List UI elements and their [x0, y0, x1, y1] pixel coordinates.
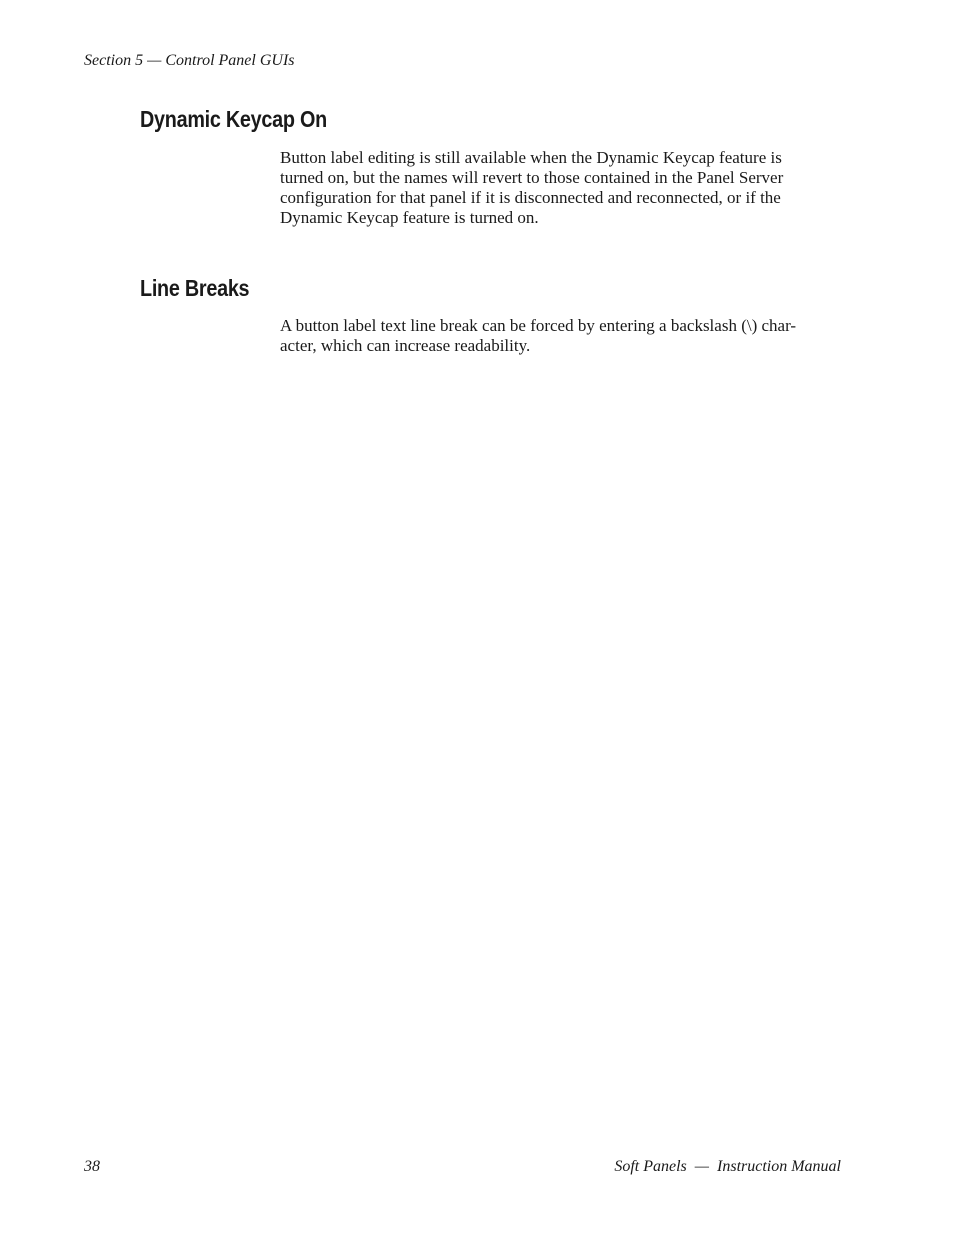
section-heading-line-breaks: Line Breaks [140, 275, 250, 301]
running-header: Section 5 — Control Panel GUIs [84, 52, 295, 69]
running-footer: Soft Panels — Instruction Manual [614, 1158, 841, 1175]
page-number: 38 [84, 1158, 100, 1175]
dynamic-keycap-paragraph [280, 148, 783, 228]
section-heading-dynamic-keycap-on: Dynamic Keycap On [140, 106, 327, 132]
paragraph-line: acter, which can increase readability. [280, 336, 531, 355]
paragraph-line: Button label editing is still available when the Dynamic Keycap feature is [280, 148, 782, 167]
paragraph-line: configuration for that panel if it is disconnected and reconnected, or if the [280, 188, 781, 207]
paragraph-line: A button label text line break can be forced by entering a backslash (\) char- [280, 316, 797, 335]
paragraph-line: Dynamic Keycap feature is turned on. [280, 208, 539, 227]
paragraph-line: turned on, but the names will revert to those contained in the Panel Server [280, 168, 784, 187]
line-breaks-paragraph [280, 316, 796, 356]
